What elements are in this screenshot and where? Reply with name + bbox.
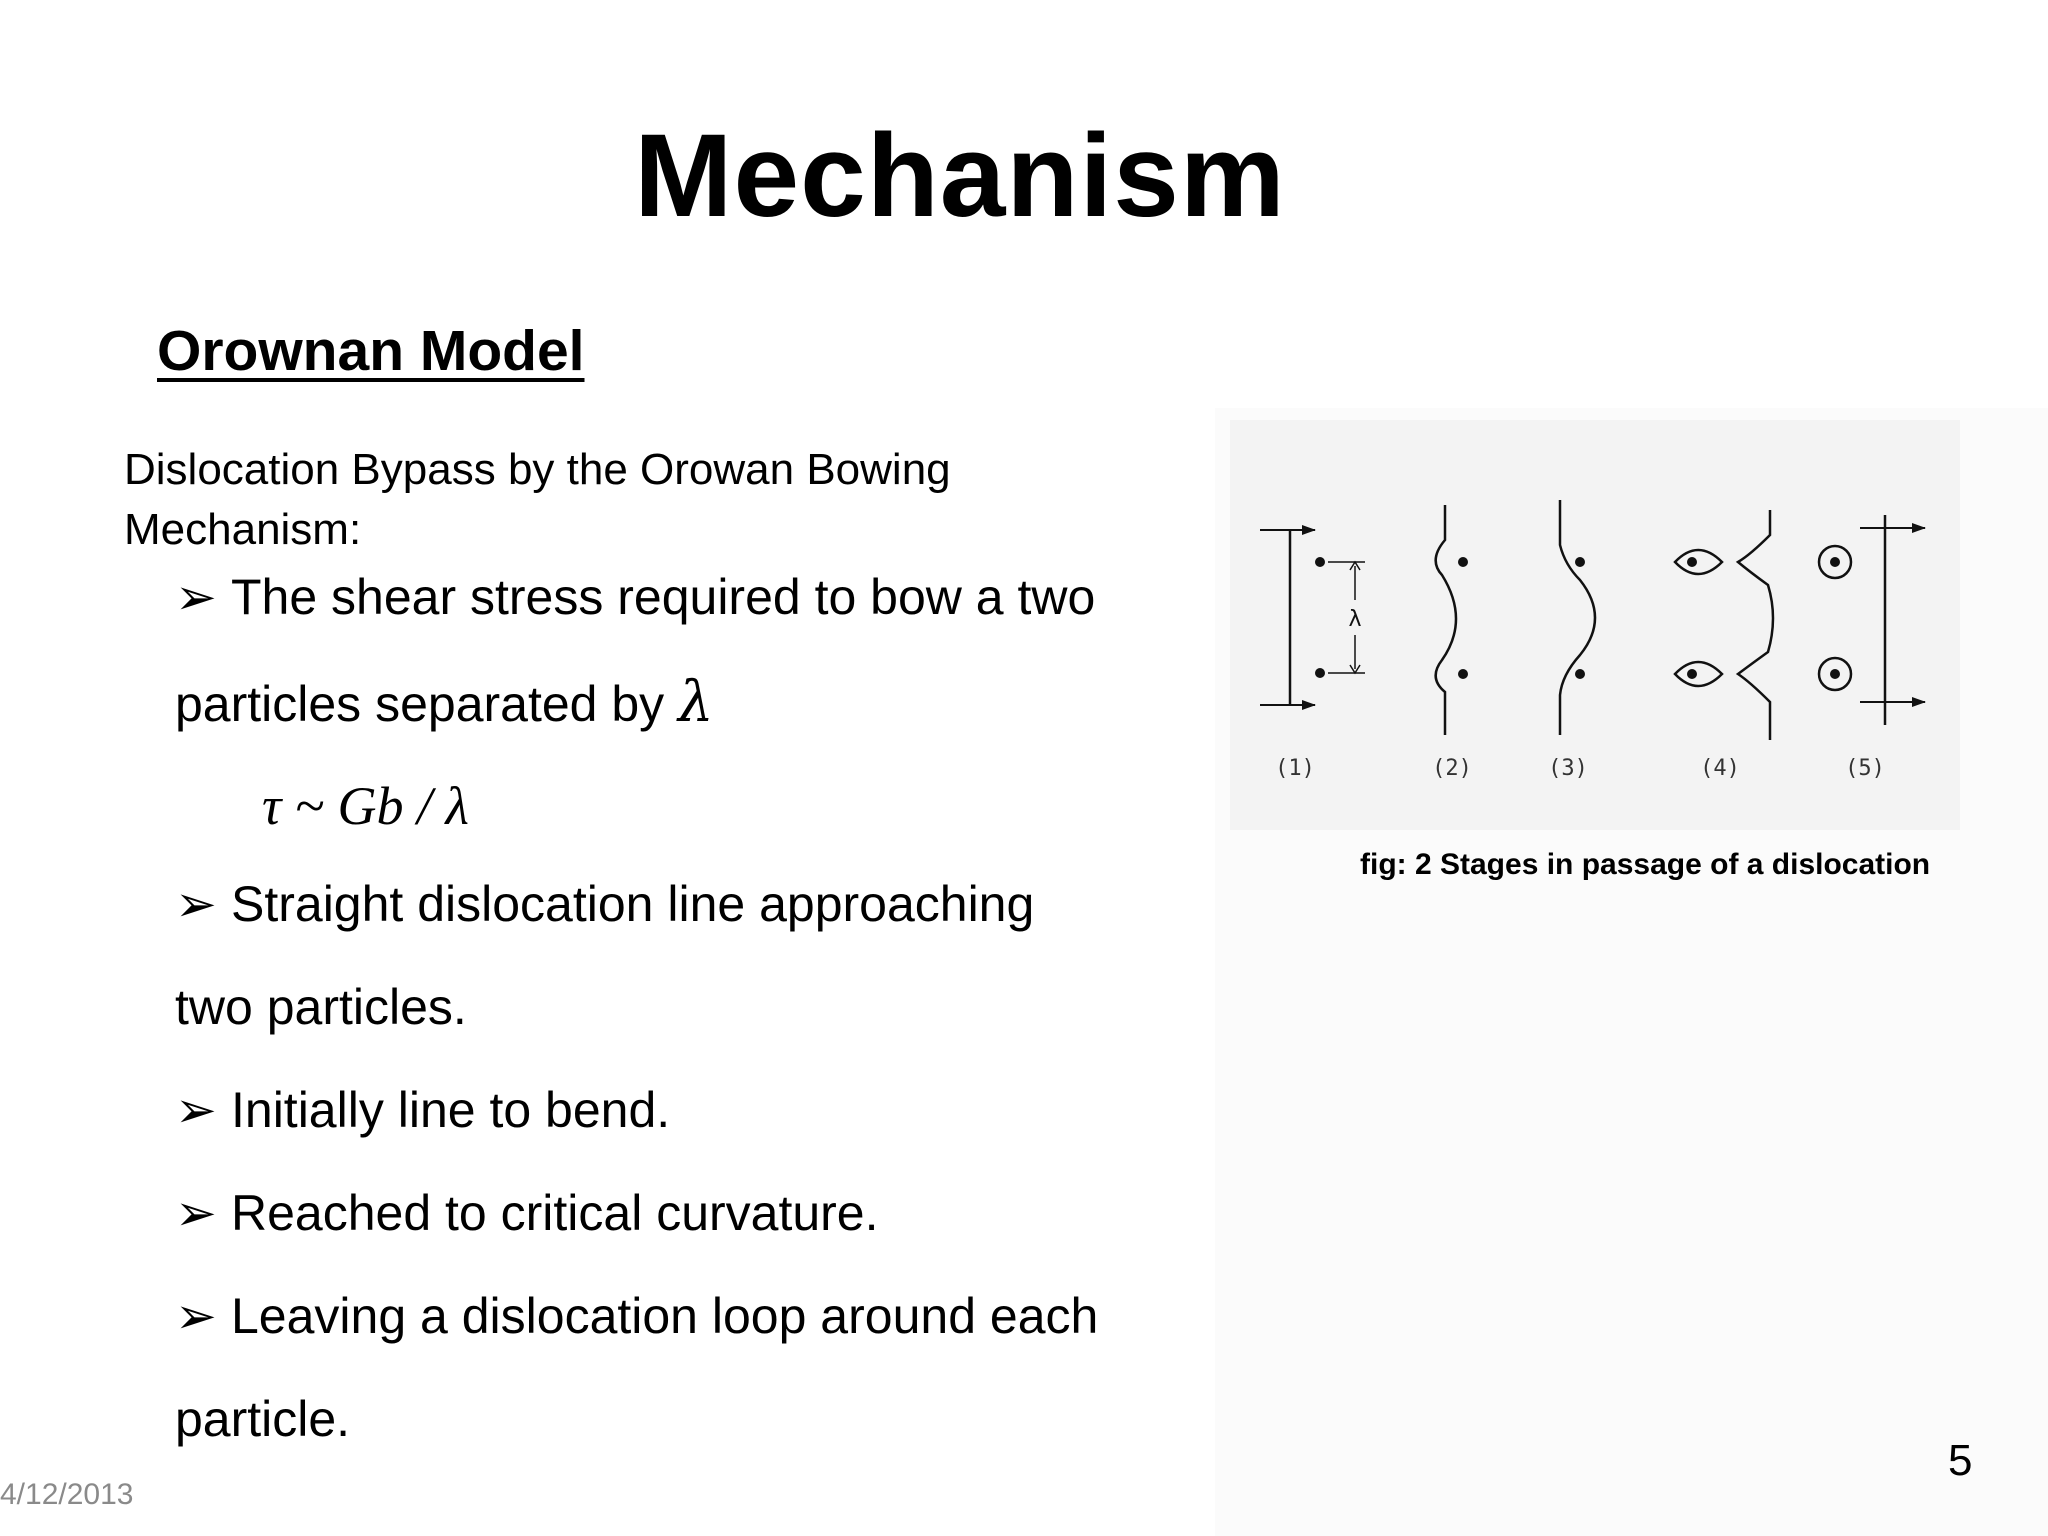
bullet-text: The shear stress required to bow a two	[231, 569, 1096, 625]
bullet-continuation: two particles.	[175, 979, 467, 1035]
bullet-arrow-icon: ➢	[175, 1185, 217, 1241]
dislocation-figure	[1230, 420, 1960, 830]
bullet-text: Initially line to bend.	[231, 1082, 671, 1138]
lambda-symbol: λ	[678, 670, 714, 735]
stage-2-diagram	[1436, 505, 1468, 735]
stage-label: (4)	[1700, 756, 1740, 781]
stage-label: (3)	[1548, 756, 1588, 781]
bullet-arrow-icon: ➢	[175, 1082, 217, 1138]
bullet-item	[175, 1081, 670, 1139]
lambda-spacing-label: λ	[1348, 607, 1362, 632]
bullet-text: Leaving a dislocation loop around each	[231, 1288, 1099, 1344]
stage-4-diagram	[1675, 510, 1773, 740]
figure-caption: fig: 2 Stages in passage of a dislocation	[1360, 848, 1931, 881]
slide-date: 4/12/2013	[0, 1478, 134, 1511]
bullet-item	[175, 1287, 1098, 1345]
bullet-continuation: particle.	[175, 1391, 351, 1447]
bullet-continuation	[175, 670, 714, 735]
dislocation-stages-diagram	[1230, 420, 1960, 830]
section-subtitle: Orownan Model	[157, 319, 585, 383]
page-number: 5	[1948, 1436, 1973, 1485]
bullet-text: Straight dislocation line approaching	[231, 876, 1035, 932]
bullet-arrow-icon: ➢	[175, 876, 217, 932]
intro-text: Dislocation Bypass by the Orowan Bowing Mechanism:	[124, 445, 951, 554]
slide-title: Mechanism	[634, 110, 1286, 242]
bullet-item	[175, 568, 1095, 626]
bullet-text: particles separated by	[175, 676, 665, 732]
stage-1-diagram	[1260, 530, 1365, 705]
bullet-item	[175, 1184, 879, 1242]
stage-5-diagram	[1819, 515, 1925, 725]
formula: τ ~ Gb / λ	[262, 776, 469, 836]
stage-3-diagram	[1560, 500, 1595, 735]
stage-label: (2)	[1432, 756, 1472, 781]
bullet-item	[175, 875, 1034, 933]
stage-label: (1)	[1275, 756, 1315, 781]
stage-label: (5)	[1845, 756, 1885, 781]
bullet-arrow-icon: ➢	[175, 1288, 217, 1344]
bullet-arrow-icon: ➢	[175, 569, 217, 625]
bullet-text: Reached to critical curvature.	[231, 1185, 879, 1241]
